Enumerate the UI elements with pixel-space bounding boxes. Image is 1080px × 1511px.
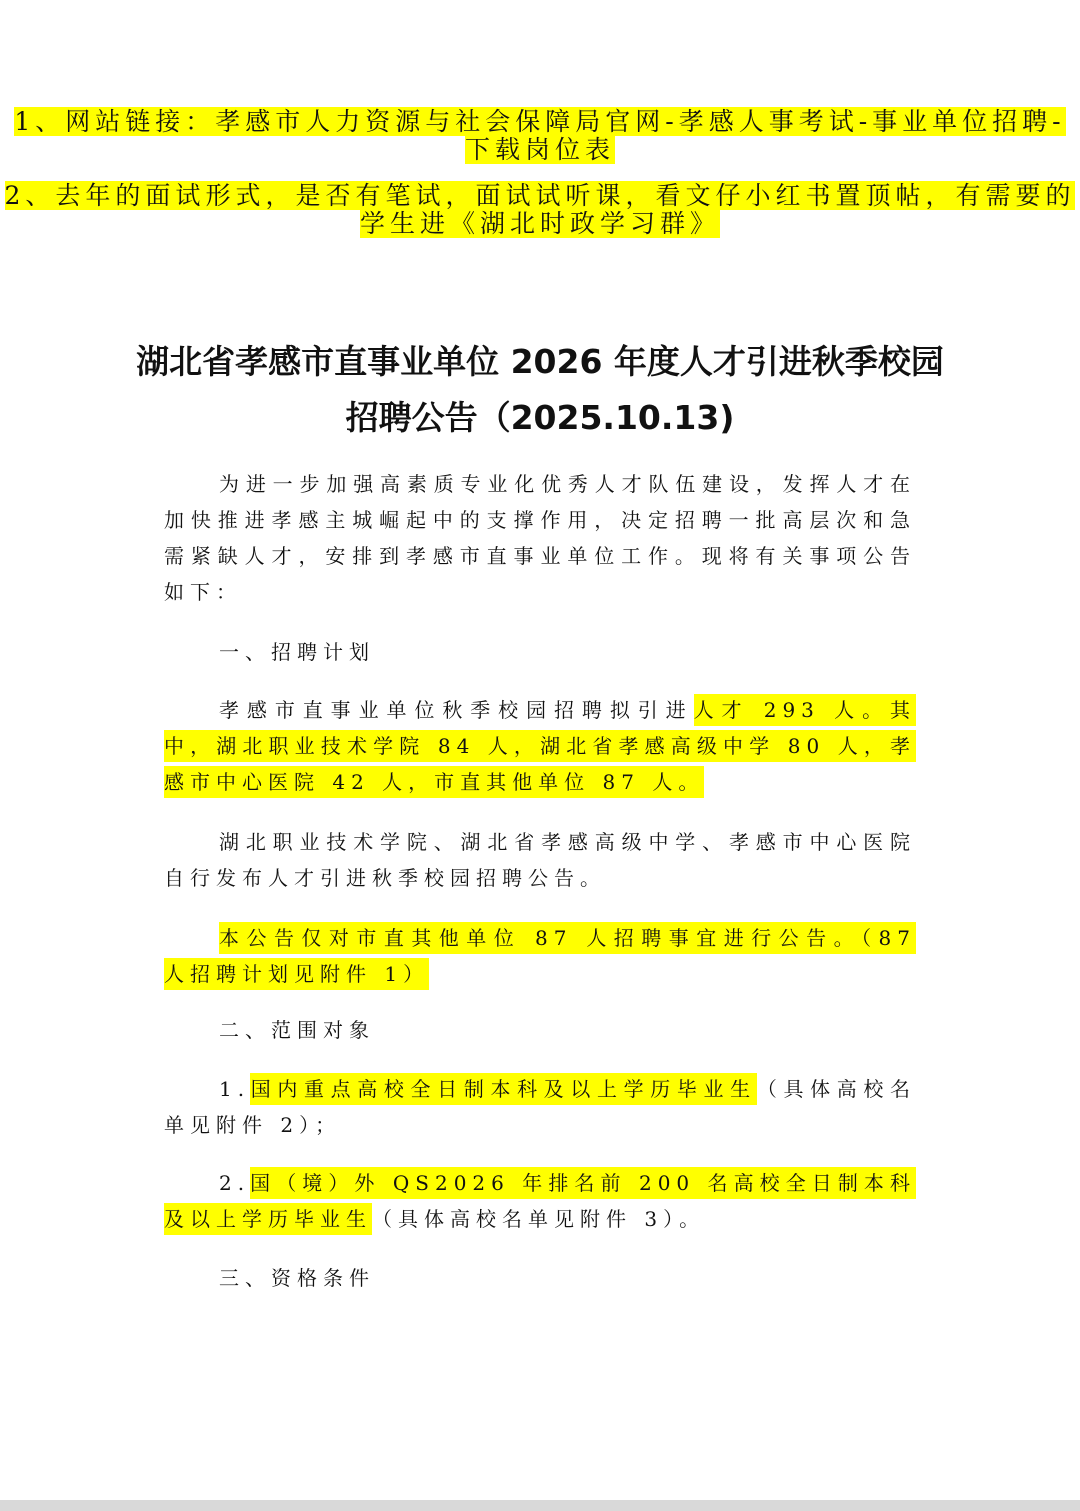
item2-suffix: （具体高校名单见附件 3）。 [372, 1207, 706, 1231]
section1-heading: 一、招聘计划 [219, 640, 375, 664]
note-interview-format-text: 2、去年的面试形式，是否有笔试，面试试听课，看文仔小红书置顶帖，有需要的学生进《湖北时政学习群》 [4, 181, 1076, 238]
scope-highlight: 本公告仅对市直其他单位 87 人招聘事宜进行公告。（87 人招聘计划见附件 1） [164, 922, 916, 990]
item1-highlight: 国内重点高校全日制本科及以上学历毕业生 [250, 1073, 757, 1105]
note-website-link [0, 108, 1080, 164]
item1-prefix: 1. [219, 1077, 251, 1101]
note-website-link-text: 1、网站链接：孝感市人力资源与社会保障局官网-孝感人事考试-事业单位招聘-下载岗位表 [14, 107, 1066, 164]
item2-prefix: 2. [219, 1171, 251, 1195]
page-title-line2: 招聘公告（2025.10.13) [345, 398, 735, 437]
recruitment-plan-paragraph [164, 692, 916, 800]
scope-paragraph [164, 920, 916, 992]
bottom-scroll-edge [0, 1500, 1080, 1511]
note-interview-format [0, 182, 1080, 238]
intro-paragraph: 为进一步加强高素质专业化优秀人才队伍建设，发挥人才在加快推进孝感主城崛起中的支撑作用，决定招聘一批高层次和急需紧缺人才，安排到孝感市直事业单位工作。现将有关事项公告如下： [164, 472, 916, 604]
item1-suffix: （具体高校名单见附件 2）； [164, 1077, 917, 1137]
page-title-line1: 湖北省孝感市直事业单位 2026 年度人才引进秋季校园 [136, 342, 944, 381]
section2-heading: 二、范围对象 [219, 1018, 375, 1042]
scope-item-1 [164, 1071, 916, 1143]
plan-prefix: 孝感市直事业单位秋季校园招聘拟引进 [219, 698, 694, 722]
scope-item-2 [164, 1165, 916, 1237]
item2-highlight: 国（境）外 QS2026 年排名前 200 名高校全日制本科及以上学历毕业生 [164, 1167, 916, 1235]
section3-heading: 三、资格条件 [219, 1266, 375, 1290]
plan-highlight: 人才 293 人。其中，湖北职业技术学院 84 人，湖北省孝感高级中学 80 人，孝感市中心医院 42 人，市直其他单位 87 人。 [164, 694, 916, 798]
self-publish-paragraph: 湖北职业技术学院、湖北省孝感高级中学、孝感市中心医院自行发布人才引进秋季校园招聘公告。 [164, 830, 916, 890]
